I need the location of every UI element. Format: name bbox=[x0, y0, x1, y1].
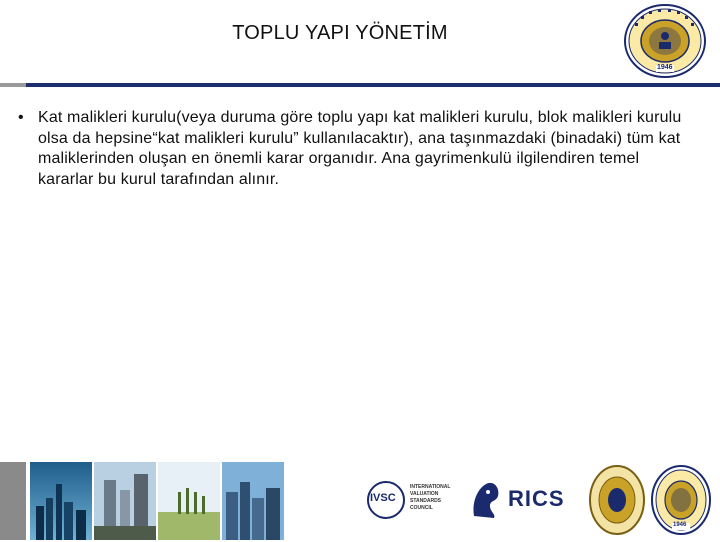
footer-accent bbox=[0, 462, 26, 540]
rics-logo-icon bbox=[466, 478, 578, 522]
city-photo-3 bbox=[222, 462, 284, 540]
city-photo-1 bbox=[30, 462, 92, 540]
ankara-university-seal-icon bbox=[623, 3, 707, 79]
ivsc-line: VALUATION bbox=[410, 491, 439, 497]
seal-year: 1946 bbox=[657, 64, 673, 71]
ivsc-line: COUNCIL bbox=[410, 505, 433, 511]
ivsc-line: INTERNATIONAL bbox=[410, 484, 451, 490]
content-body bbox=[18, 108, 698, 190]
slide-title: TOPLU YAPI YÖNETİM bbox=[232, 22, 448, 44]
ivsc-name bbox=[410, 484, 450, 512]
ivsc-logo-icon bbox=[366, 476, 460, 526]
bullet-item bbox=[18, 108, 698, 190]
header-rule bbox=[26, 83, 720, 87]
header-rule-accent bbox=[0, 83, 26, 87]
ivsc-line: STANDARDS bbox=[410, 498, 442, 504]
seal-icon bbox=[588, 463, 646, 537]
ivsc-mark: IVSC bbox=[370, 492, 396, 504]
city-photo-2 bbox=[94, 462, 156, 540]
rics-mark: RICS bbox=[508, 486, 565, 511]
bullet-text: Kat malikleri kurulu(veya duruma göre toplu yapı kat malikleri kurulu, blok malikleri kurulu olsa da hepsine“kat malikleri kurulu” kullanılacaktır), ana taşınmazdaki (binadaki) tüm kat maliklerinden oluşan en önemli karar organıdır. Ana gayrimenkulü ilgilendiren temel kararlar bu kurul tarafından alınır. bbox=[38, 109, 682, 188]
landscape-photo bbox=[158, 462, 220, 540]
seal-year: 1946 bbox=[673, 522, 687, 528]
footer-banner bbox=[0, 462, 720, 540]
bullet-marker: • bbox=[18, 109, 24, 126]
ankara-university-seal-icon bbox=[650, 463, 712, 537]
